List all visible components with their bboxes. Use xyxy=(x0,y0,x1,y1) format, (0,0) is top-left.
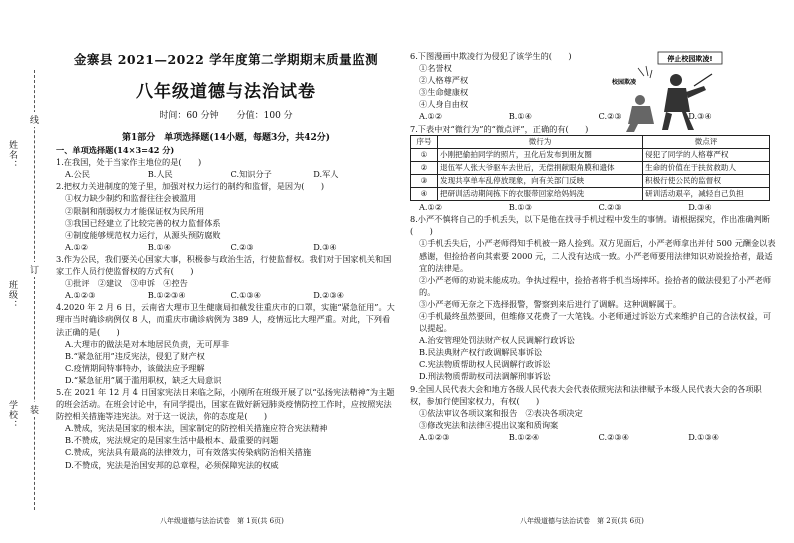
table-cell: 发现共享单车乱停放现象，向有关部门反映 xyxy=(438,174,643,187)
question-6 xyxy=(410,50,778,123)
table-cell: 生命的价值在于扶贫救助人 xyxy=(643,161,770,174)
options-row xyxy=(410,201,778,213)
option-d[interactable]: D.③④ xyxy=(688,202,712,213)
statement: ④人身自由权 xyxy=(419,99,469,110)
question-stem: 8.小严不慎将自己的手机丢失，以下是他在找寻手机过程中发生的事情。请根据探究，作出准确判断( ) xyxy=(410,214,770,237)
option-b[interactable]: B.“紧急征用”违反宪法，侵犯了财产权 xyxy=(65,350,205,361)
question-9 xyxy=(410,383,778,443)
table-cell: ② xyxy=(411,161,438,174)
question-stem: 4.2020 年 2 月 6 日，云南省大理市卫生健康局扣截发往重庆市的口罩，实施“紧急征用”。大理市当时确诊病例仅 8 人，而重庆市确诊病例为 389 人，疫情远比大理严重。对此，下列看法正确的是( ) xyxy=(56,302,395,337)
option-b[interactable]: B.①②④ xyxy=(508,431,540,442)
table-row xyxy=(411,148,770,161)
option-d[interactable]: D.③④ xyxy=(688,111,712,122)
table-cell: 研训活动艰辛，减轻自己负担 xyxy=(643,188,770,201)
table-header-row xyxy=(411,135,770,148)
options-row xyxy=(56,168,396,180)
question-stem: 6.下图漫画中欺凌行为侵犯了该学生的( ) xyxy=(410,51,572,61)
option-b[interactable]: B.人民 xyxy=(147,169,173,180)
cartoon-sign-text: 停止校园欺凌! xyxy=(667,55,713,63)
school-label: 学校： xyxy=(7,400,17,430)
option-d[interactable]: D.刑法物质帮助权司法调解刑事诉讼 xyxy=(419,371,551,382)
statement: ①依法审议各项议案和报告 ②表决各项决定 xyxy=(419,407,583,418)
pack-mark: 装 xyxy=(30,402,39,417)
table-cell: ④ xyxy=(411,188,438,201)
option-a[interactable]: A.公民 xyxy=(65,169,90,180)
statement: ③小严老师无奈之下选择报警，警察到来后进行了调解。这种调解属于。 xyxy=(419,298,682,309)
statement: ②限制和削弱权力才能保证权为民所用 xyxy=(65,205,205,216)
option-a[interactable]: A.①② xyxy=(419,202,443,213)
option-a[interactable]: A.赞成，宪法是国家的根本法，国家制定的防控相关措施应符合宪法精神 xyxy=(65,423,328,434)
question-5 xyxy=(56,386,396,471)
question-8 xyxy=(410,213,778,382)
line-mark: 线 xyxy=(30,112,39,127)
statement: ①权力缺少制约和监督往往会被滥用 xyxy=(65,193,197,204)
question-1 xyxy=(56,156,396,180)
option-b[interactable]: B.民法典财产权行政调解民事诉讼 xyxy=(419,347,543,358)
option-b[interactable]: B.①④ xyxy=(147,241,172,252)
option-c[interactable]: C.②③ xyxy=(598,111,622,122)
question-stem: 9.全国人民代表大会和地方各级人民代表大会代表依照宪法和法律赋予本级人民代表大会的各项职权，参加行使国家权力，有权( ) xyxy=(410,383,762,406)
micro-behavior-table xyxy=(410,135,770,201)
table-cell: 侵犯了同学的人格尊严权 xyxy=(643,148,770,161)
question-4 xyxy=(56,301,396,386)
left-column xyxy=(56,126,396,471)
right-column xyxy=(410,50,778,443)
question-2 xyxy=(56,180,396,253)
statement: ①批评 ②建议 ③申诉 ④控告 xyxy=(65,278,188,289)
option-a[interactable]: A.①② xyxy=(419,111,443,122)
bind-mark: 订 xyxy=(30,262,39,277)
option-a[interactable]: A.大理市的做法是对本地居民负责，无可厚非 xyxy=(65,338,230,349)
class-label: 班级： xyxy=(7,280,17,310)
option-a[interactable]: A.①②③ xyxy=(419,431,450,442)
option-a[interactable]: A.治安管理处罚法财产权人民调解行政诉讼 xyxy=(419,335,575,346)
question-7 xyxy=(410,123,778,214)
option-c[interactable]: C.赞成，宪法具有最高的法律效力，可有效落实传染病防治相关措施 xyxy=(65,447,312,458)
option-c[interactable]: C.知识分子 xyxy=(230,169,272,180)
part-1-title: 第1部分 单项选择题(14小题，每题3分，共42分) xyxy=(121,133,331,143)
table-cell: 积极行使公民的监督权 xyxy=(643,174,770,187)
statement: ③生命健康权 xyxy=(419,87,469,98)
table-row xyxy=(411,161,770,174)
statement: ③我国已经建立了比较完善的权力监督体系 xyxy=(65,217,221,228)
options-row xyxy=(410,431,778,443)
page-footer-right: 八年级道德与法治试卷 第 2页(共 6页) xyxy=(520,517,644,525)
option-a[interactable]: A.①②③ xyxy=(65,290,96,301)
option-c[interactable]: C.宪法物质帮助权人民调解行政诉讼 xyxy=(419,359,551,370)
option-b[interactable]: B.不赞成，宪法规定的是国家生活中最根本、最重要的问题 xyxy=(65,435,279,446)
table-row xyxy=(411,174,770,187)
table-cell: ① xyxy=(411,148,438,161)
statement: ④制度能够规范权力运行，从源头预防腐败 xyxy=(65,229,221,240)
name-label: 姓名： xyxy=(7,140,17,170)
option-b[interactable]: B.①④ xyxy=(508,111,533,122)
question-stem: 2.把权力关进制度的笼子里，加强对权力运行的制约和监督，是因为( ) xyxy=(56,181,325,192)
binding-margin xyxy=(0,0,52,543)
question-stem: 1.在我国，处于当家作主地位的是( ) xyxy=(56,157,202,168)
statement: ①名誉权 xyxy=(419,63,452,74)
table-header: 序号 xyxy=(411,135,438,148)
option-d[interactable]: D.军人 xyxy=(313,169,339,180)
option-d[interactable]: D.③④ xyxy=(313,241,337,252)
exam-header-line: 金寨县 2021—2022 学年度第二学期期末质量监测 xyxy=(73,52,379,67)
table-row xyxy=(411,188,770,201)
option-d[interactable]: D.“紧急征用”属于滥用职权，缺乏大局意识 xyxy=(65,374,222,385)
statement: ②小严老师的劝说未能成功。争执过程中，捡拾者将手机当场摔坏。捡拾者的做法侵犯了小严老师的。 xyxy=(419,274,772,297)
option-d[interactable]: D.②③④ xyxy=(313,290,345,301)
statement: ③修改宪法和法律④提出议案和质询案 xyxy=(419,419,559,430)
table-cell: 小刚把偷拍同学的照片，丑化后发布到朋友圈 xyxy=(438,148,643,161)
options-row xyxy=(56,289,396,301)
option-d[interactable]: D.①③④ xyxy=(688,431,720,442)
table-header: 微行为 xyxy=(438,135,643,148)
question-stem: 3.作为公民，我们要关心国家大事，积极参与政治生活，行使监督权。我们对于国家机关和国家工作人员行使监督权的方式有( ) xyxy=(56,253,392,277)
statement: ④手机最终虽然要回，但维修又花费了一大笔钱。小老师通过诉讼方式来维护自己的合法权益，可以提起。 xyxy=(419,310,772,334)
table-cell: 退伍军人张大爷驱车去世后，无偿捐献眼角膜和遗体 xyxy=(438,161,643,174)
options-row xyxy=(56,241,396,253)
option-b[interactable]: B.①③ xyxy=(508,202,533,213)
statement: ②人格尊严权 xyxy=(419,75,469,86)
options-row xyxy=(410,110,778,122)
cartoon-label: 校园欺凌 xyxy=(611,79,637,86)
option-d[interactable]: D.不赞成，宪法是治国安邦的总章程，必须保障宪法的权威 xyxy=(65,459,279,470)
cut-line xyxy=(34,70,35,510)
exam-title: 八年级道德与法治试卷 xyxy=(136,82,316,102)
option-c[interactable]: C.②③ xyxy=(598,202,622,213)
section-title: 一、单项选择题(14×3=42 分) xyxy=(56,145,175,156)
exam-time-score: 时间：60 分钟 分值：100 分 xyxy=(159,111,293,121)
page-footer-left: 八年级道德与法治试卷 第 1页(共 6页) xyxy=(160,517,284,525)
option-c[interactable]: C.①③④ xyxy=(230,290,262,301)
question-3 xyxy=(56,253,396,301)
question-stem: 5.在 2021 年 12 月 4 日国家宪法日来临之际，小刚所在班级开展了以“弘扬宪法精神”为主题的班会活动。在班会讨论中，有同学提出，国家在做好新冠肺炎疫情防控工作时，应按照宪法防控相关措施等违宪法。对于这一说法，你的态度是( ) xyxy=(56,386,395,422)
table-header: 微点评 xyxy=(643,135,770,148)
option-a[interactable]: A.①② xyxy=(65,241,89,252)
table-cell: ③ xyxy=(411,174,438,187)
question-stem: 7.下表中对“微行为”的“微点评”，正确的有( ) xyxy=(410,123,589,134)
option-b[interactable]: B.①②③④ xyxy=(147,290,186,301)
option-c[interactable]: C.②③ xyxy=(230,241,254,252)
option-c[interactable]: C.②③④ xyxy=(598,431,630,442)
statement: ①手机丢失后，小严老师得知手机被一路人捡到。双方见面后，小严老师拿出并付 500 元酬金以表感谢，但捡拾者向其索要 2000 元，二人没有达成一致。小严老师要用法律知识劝说捡拾者，最适宜的法律是。 xyxy=(419,238,776,273)
exam-title-block xyxy=(56,50,396,121)
table-cell: 把研训活动期间拣下的衣服带回家给妈妈洗 xyxy=(438,188,643,201)
option-c[interactable]: C.疫情期间特事特办，该做法应予理解 xyxy=(65,362,205,373)
